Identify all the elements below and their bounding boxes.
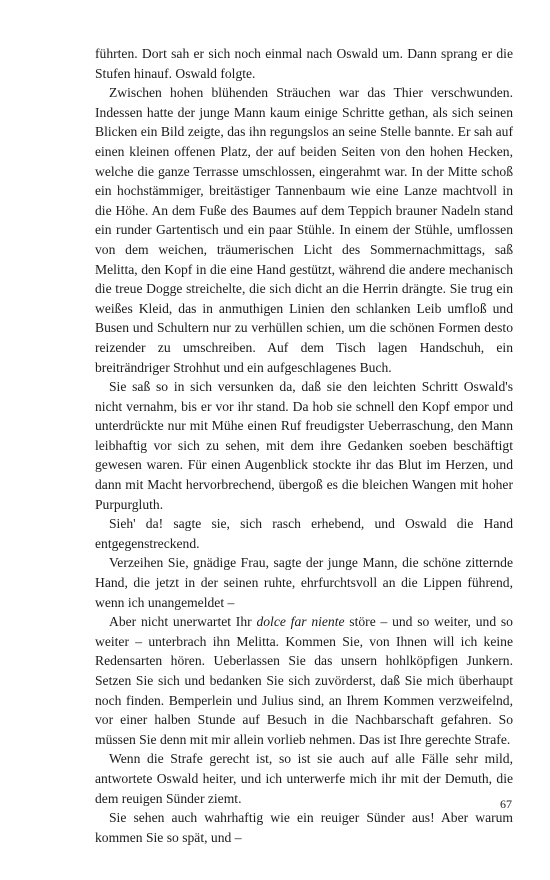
page-number: 67 <box>500 797 512 811</box>
paragraph-2: Zwischen hohen blühenden Sträuchen war das Thier verschwunden. Indessen hatte der junge Mann kaum einige Schritte gethan, als sich seinen Blicken ein Bild zeigte, das ihn regungslos an seine Stelle bannte. Er sah auf einen kleinen offenen Platz, der auf beiden Seiten von den hohen Hecken, welche die ganze Terrasse umschlossen, eingerahmt war. In der Mitte schoß ein hochstämmiger, breitästiger Tannenbaum wie eine Lanze machtvoll in die Höhe. An dem Fuße des Baumes auf dem Teppich brauner Nadeln stand ein runder Gartentisch und ein paar Stühle. In einem der Stühle, umflossen von dem weichen, träumerischen Licht des Sommernachmittags, saß Melitta, den Kopf in die eine Hand gestützt, während die andere mechanisch die treue Dogge streichelte, die sich dicht an die Herrin drängte. Sie trug ein weißes Kleid, das in anmuthigen Linien den schlanken Leib umfloß und Busen und Schultern nur zu verhüllen schien, um die schönen Formen desto reizender zu umschreiben. Auf dem Tisch lagen Handschuh, ein breiträndriger Strohhut und ein aufgeschlagenes Buch. <box>95 85 513 375</box>
body-text <box>95 44 513 847</box>
paragraph-5: Verzeihen Sie, gnädige Frau, sagte der junge Mann, die schöne zitternde Hand, die jetzt in der seinen ruhte, ehrfurchtsvoll an die Lippen führend, wenn ich unangemeldet – <box>95 555 513 610</box>
paragraph-6-before: Aber nicht unerwartet Ihr <box>109 614 257 630</box>
paragraph-7: Wenn die Strafe gerecht ist, so ist sie auch auf alle Fälle sehr mild, antwortete Oswald heiter, und ich unterwerfe mich ihr mit der Demuth, die dem reuigen Sünder ziemt. <box>95 751 513 806</box>
paragraph-6 <box>95 612 513 749</box>
paragraph-4: Sieh' da! sagte sie, sich rasch erhebend, und Oswald die Hand entgegenstreckend. <box>95 516 513 551</box>
paragraph-6-after: störe – und so weiter, und so weiter – unterbrach ihn Melitta. Kommen Sie, von Ihnen will ich keine Redensarten hören. Ueberlassen Sie das unsern hohlköpfigen Junkern. Setzen Sie sich und bedanken Sie sich zuvörderst, daß Sie mich überhaupt noch finden. Bemperlein und Julius sind, an Ihrem Kommen verzweifelnd, vor einer halben Stunde auf Besuch in die Nachbarschaft gefahren. So müssen Sie denn mit mir allein vorlieb nehmen. Das ist Ihre gerechte Strafe. <box>95 614 513 747</box>
paragraph-3: Sie saß so in sich versunken da, daß sie den leichten Schritt Oswald's nicht vernahm, bis er vor ihr stand. Da hob sie schnell den Kopf empor und unterdrückte nur mit Mühe einen Ruf freudigster Ueberraschung, den Mann leibhaftig vor sich zu sehen, mit dem ihre Gedanken soeben beschäftigt gewesen waren. Für einen Augenblick stockte ihr das Blut im Herzen, und dann mit Macht hervorbrechend, übergoß es die bleichen Wangen mit hoher Purpurgluth. <box>95 379 513 512</box>
paragraph-8: Sie sehen auch wahrhaftig wie ein reuiger Sünder aus! Aber warum kommen Sie so spät, und – <box>95 810 513 845</box>
italic-phrase: dolce far niente <box>256 614 345 630</box>
paragraph-1: führten. Dort sah er sich noch einmal nach Oswald um. Dann sprang er die Stufen hinauf. Oswald folgte. <box>95 46 513 81</box>
